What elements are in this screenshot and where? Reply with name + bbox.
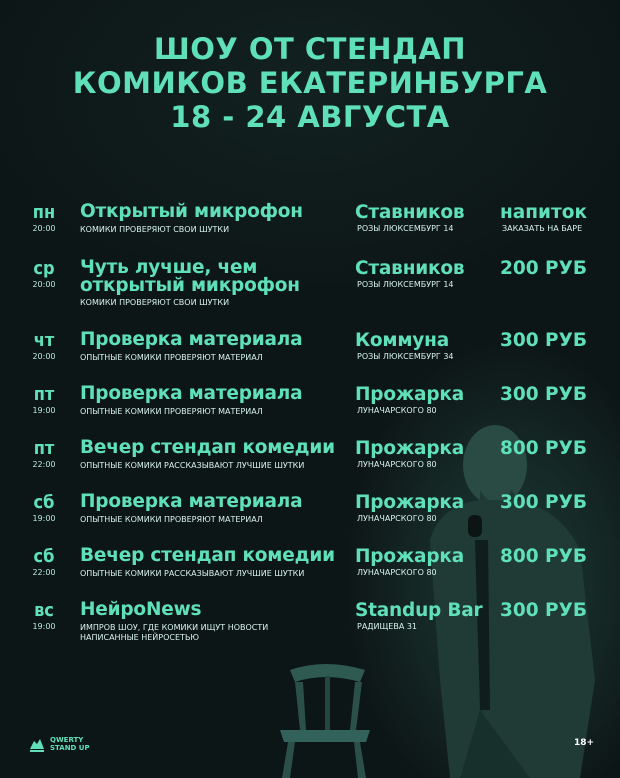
- time-label: 22:00: [32, 460, 56, 469]
- event-description: ОПЫТНЫЕ КОМИКИ ПРОВЕРЯЮТ МАТЕРИАЛ: [80, 515, 263, 524]
- day-label: чт: [33, 330, 55, 351]
- event-description: КОМИКИ ПРОВЕРЯЮТ СВОИ ШУТКИ: [80, 225, 230, 234]
- event-title: Проверка материала: [80, 491, 303, 512]
- qwerty-standup-logo: [28, 733, 90, 755]
- day-label: пт: [33, 438, 55, 459]
- schedule-row-wednesday: [0, 256, 620, 320]
- venue-name: Ставников: [355, 258, 465, 279]
- venue-address: РОЗЫ ЛЮКСЕМБУРГ 34: [357, 352, 454, 361]
- venue-address: ЛУНАЧАРСКОГО 80: [357, 406, 437, 415]
- age-rating-badge: 18+: [574, 738, 595, 748]
- venue-address: ЛУНАЧАРСКОГО 80: [357, 514, 437, 523]
- price-label: 300 РУБ: [500, 330, 587, 351]
- logo-text-line2: STAND UP: [50, 744, 90, 752]
- venue-address: РАДИЩЕВА 31: [357, 622, 418, 631]
- logo-text-line1: QWERTY: [50, 736, 84, 744]
- venue-name: Коммуна: [355, 330, 449, 351]
- event-title: Открытый микрофон: [80, 201, 303, 222]
- poster-title-line2: КОМИКОВ ЕКАТЕРИНБУРГА: [72, 66, 548, 100]
- day-label: пт: [33, 384, 55, 405]
- schedule-row-friday-late: [0, 436, 620, 490]
- event-description: ОПЫТНЫЕ КОМИКИ ПРОВЕРЯЮТ МАТЕРИАЛ: [80, 353, 263, 362]
- venue-name: Standup Bar: [355, 600, 483, 621]
- time-label: 20:00: [32, 224, 56, 233]
- event-description: КОМИКИ ПРОВЕРЯЮТ СВОИ ШУТКИ: [80, 298, 230, 307]
- price-label: 800 РУБ: [500, 546, 587, 567]
- day-label: сб: [33, 546, 55, 567]
- price-label: напиток: [500, 202, 587, 223]
- logo-mark-icon: [28, 735, 46, 753]
- event-title: Чуть лучше, чем: [80, 257, 258, 278]
- schedule-row-sunday: [0, 598, 620, 662]
- venue-address: РОЗЫ ЛЮКСЕМБУРГ 14: [357, 224, 454, 233]
- price-label: 300 РУБ: [500, 600, 587, 621]
- event-description-line2: НАПИСАННЫЕ НЕЙРОСЕТЬЮ: [80, 633, 200, 642]
- price-label: 200 РУБ: [500, 258, 587, 279]
- venue-name: Прожарка: [355, 492, 465, 513]
- venue-address: ЛУНАЧАРСКОГО 80: [357, 568, 437, 577]
- time-label: 20:00: [32, 280, 56, 289]
- event-title: Вечер стендап комедии: [80, 545, 335, 566]
- poster-title-line1: ШОУ ОТ СТЕНДАП: [153, 32, 467, 66]
- schedule-row-saturday-early: [0, 490, 620, 544]
- event-description: ОПЫТНЫЕ КОМИКИ РАССКАЗЫВАЮТ ЛУЧШИЕ ШУТКИ: [80, 461, 305, 470]
- day-label: пн: [32, 202, 56, 223]
- price-label: 300 РУБ: [500, 492, 587, 513]
- schedule-row-thursday: [0, 328, 620, 382]
- venue-name: Прожарка: [355, 384, 465, 405]
- event-title: Проверка материала: [80, 383, 303, 404]
- event-title: Проверка материала: [80, 329, 303, 350]
- schedule-row-friday-early: [0, 382, 620, 436]
- day-label: вс: [34, 600, 54, 621]
- venue-address: РОЗЫ ЛЮКСЕМБУРГ 14: [357, 280, 454, 289]
- schedule-row-saturday-late: [0, 544, 620, 598]
- price-label: 300 РУБ: [500, 384, 587, 405]
- event-description: ИМПРОВ ШОУ, ГДЕ КОМИКИ ИЩУТ НОВОСТИ: [80, 623, 269, 632]
- price-note: ЗАКАЗАТЬ НА БАРЕ: [502, 224, 583, 233]
- event-title: Вечер стендап комедии: [80, 437, 335, 458]
- venue-name: Ставников: [355, 202, 465, 223]
- chair-image: [270, 660, 380, 778]
- time-label: 20:00: [32, 352, 56, 361]
- day-label: сб: [33, 492, 55, 513]
- logo-text: [50, 736, 90, 752]
- time-label: 19:00: [32, 622, 56, 631]
- day-label: ср: [33, 258, 55, 279]
- venue-name: Прожарка: [355, 438, 465, 459]
- poster-date-range: 18 - 24 АВГУСТА: [170, 100, 450, 134]
- time-label: 19:00: [32, 406, 56, 415]
- time-label: 22:00: [32, 568, 56, 577]
- event-title: НейроNews: [80, 599, 202, 620]
- time-label: 19:00: [32, 514, 56, 523]
- schedule-row-monday: [0, 200, 620, 254]
- price-label: 800 РУБ: [500, 438, 587, 459]
- venue-address: ЛУНАЧАРСКОГО 80: [357, 460, 437, 469]
- venue-name: Прожарка: [355, 546, 465, 567]
- event-description: ОПЫТНЫЕ КОМИКИ ПРОВЕРЯЮТ МАТЕРИАЛ: [80, 407, 263, 416]
- event-description: ОПЫТНЫЕ КОМИКИ РАССКАЗЫВАЮТ ЛУЧШИЕ ШУТКИ: [80, 569, 305, 578]
- event-title-line2: открытый микрофон: [80, 275, 300, 296]
